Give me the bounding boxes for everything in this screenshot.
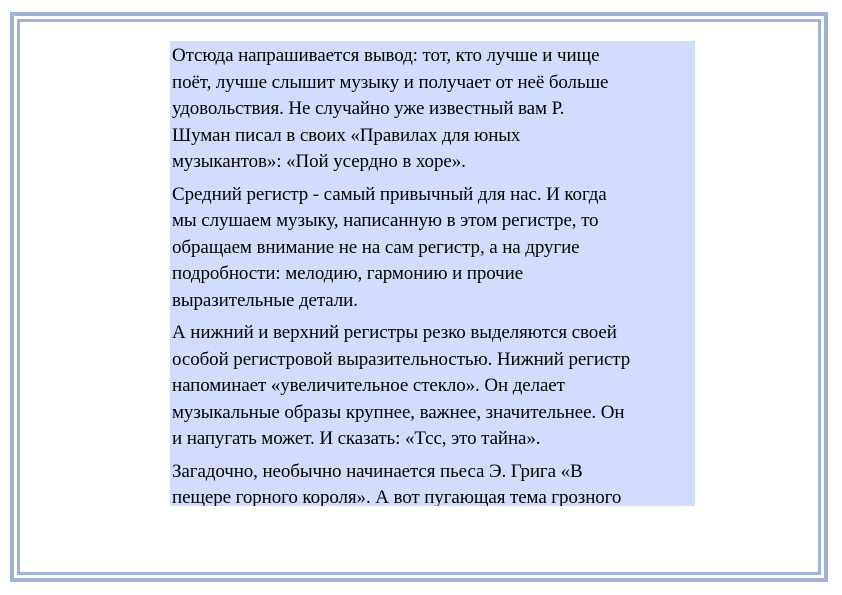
- paragraph-conclusion: Отсюда напрашивается вывод: тот, кто лучше и чище поёт, лучше слышит музыку и получает от неё больше удовольствия. Не случайно уже известный вам Р. Шуман писал в своих «Правилах для юных музыкантов»: «Пой усердно в хоре».: [172, 45, 609, 172]
- paragraph-grieg: Загадочно, необычно начинается пьеса Э. Грига «В пещере горного короля». А вот пугающая тема грозного: [172, 460, 622, 506]
- text-box[interactable]: [170, 41, 695, 506]
- paragraph-low-high-registers: А нижний и верхний регистры резко выделяются своей особой регистровой выразительностью. Нижний регистр напоминает «увеличительное стекло». Он делает музыкальные образы крупнее, важнее, значительнее. Он и напугать может. И сказать: «Тсс, это тайна».: [172, 322, 631, 449]
- paragraph-middle-register: Средний регистр - самый привычный для нас. И когда мы слушаем музыку, написанную в этом регистре, то обращаем внимание не на сам регистр, а на другие подробности: мелодию, гармонию и прочие выразительные детали.: [172, 183, 607, 311]
